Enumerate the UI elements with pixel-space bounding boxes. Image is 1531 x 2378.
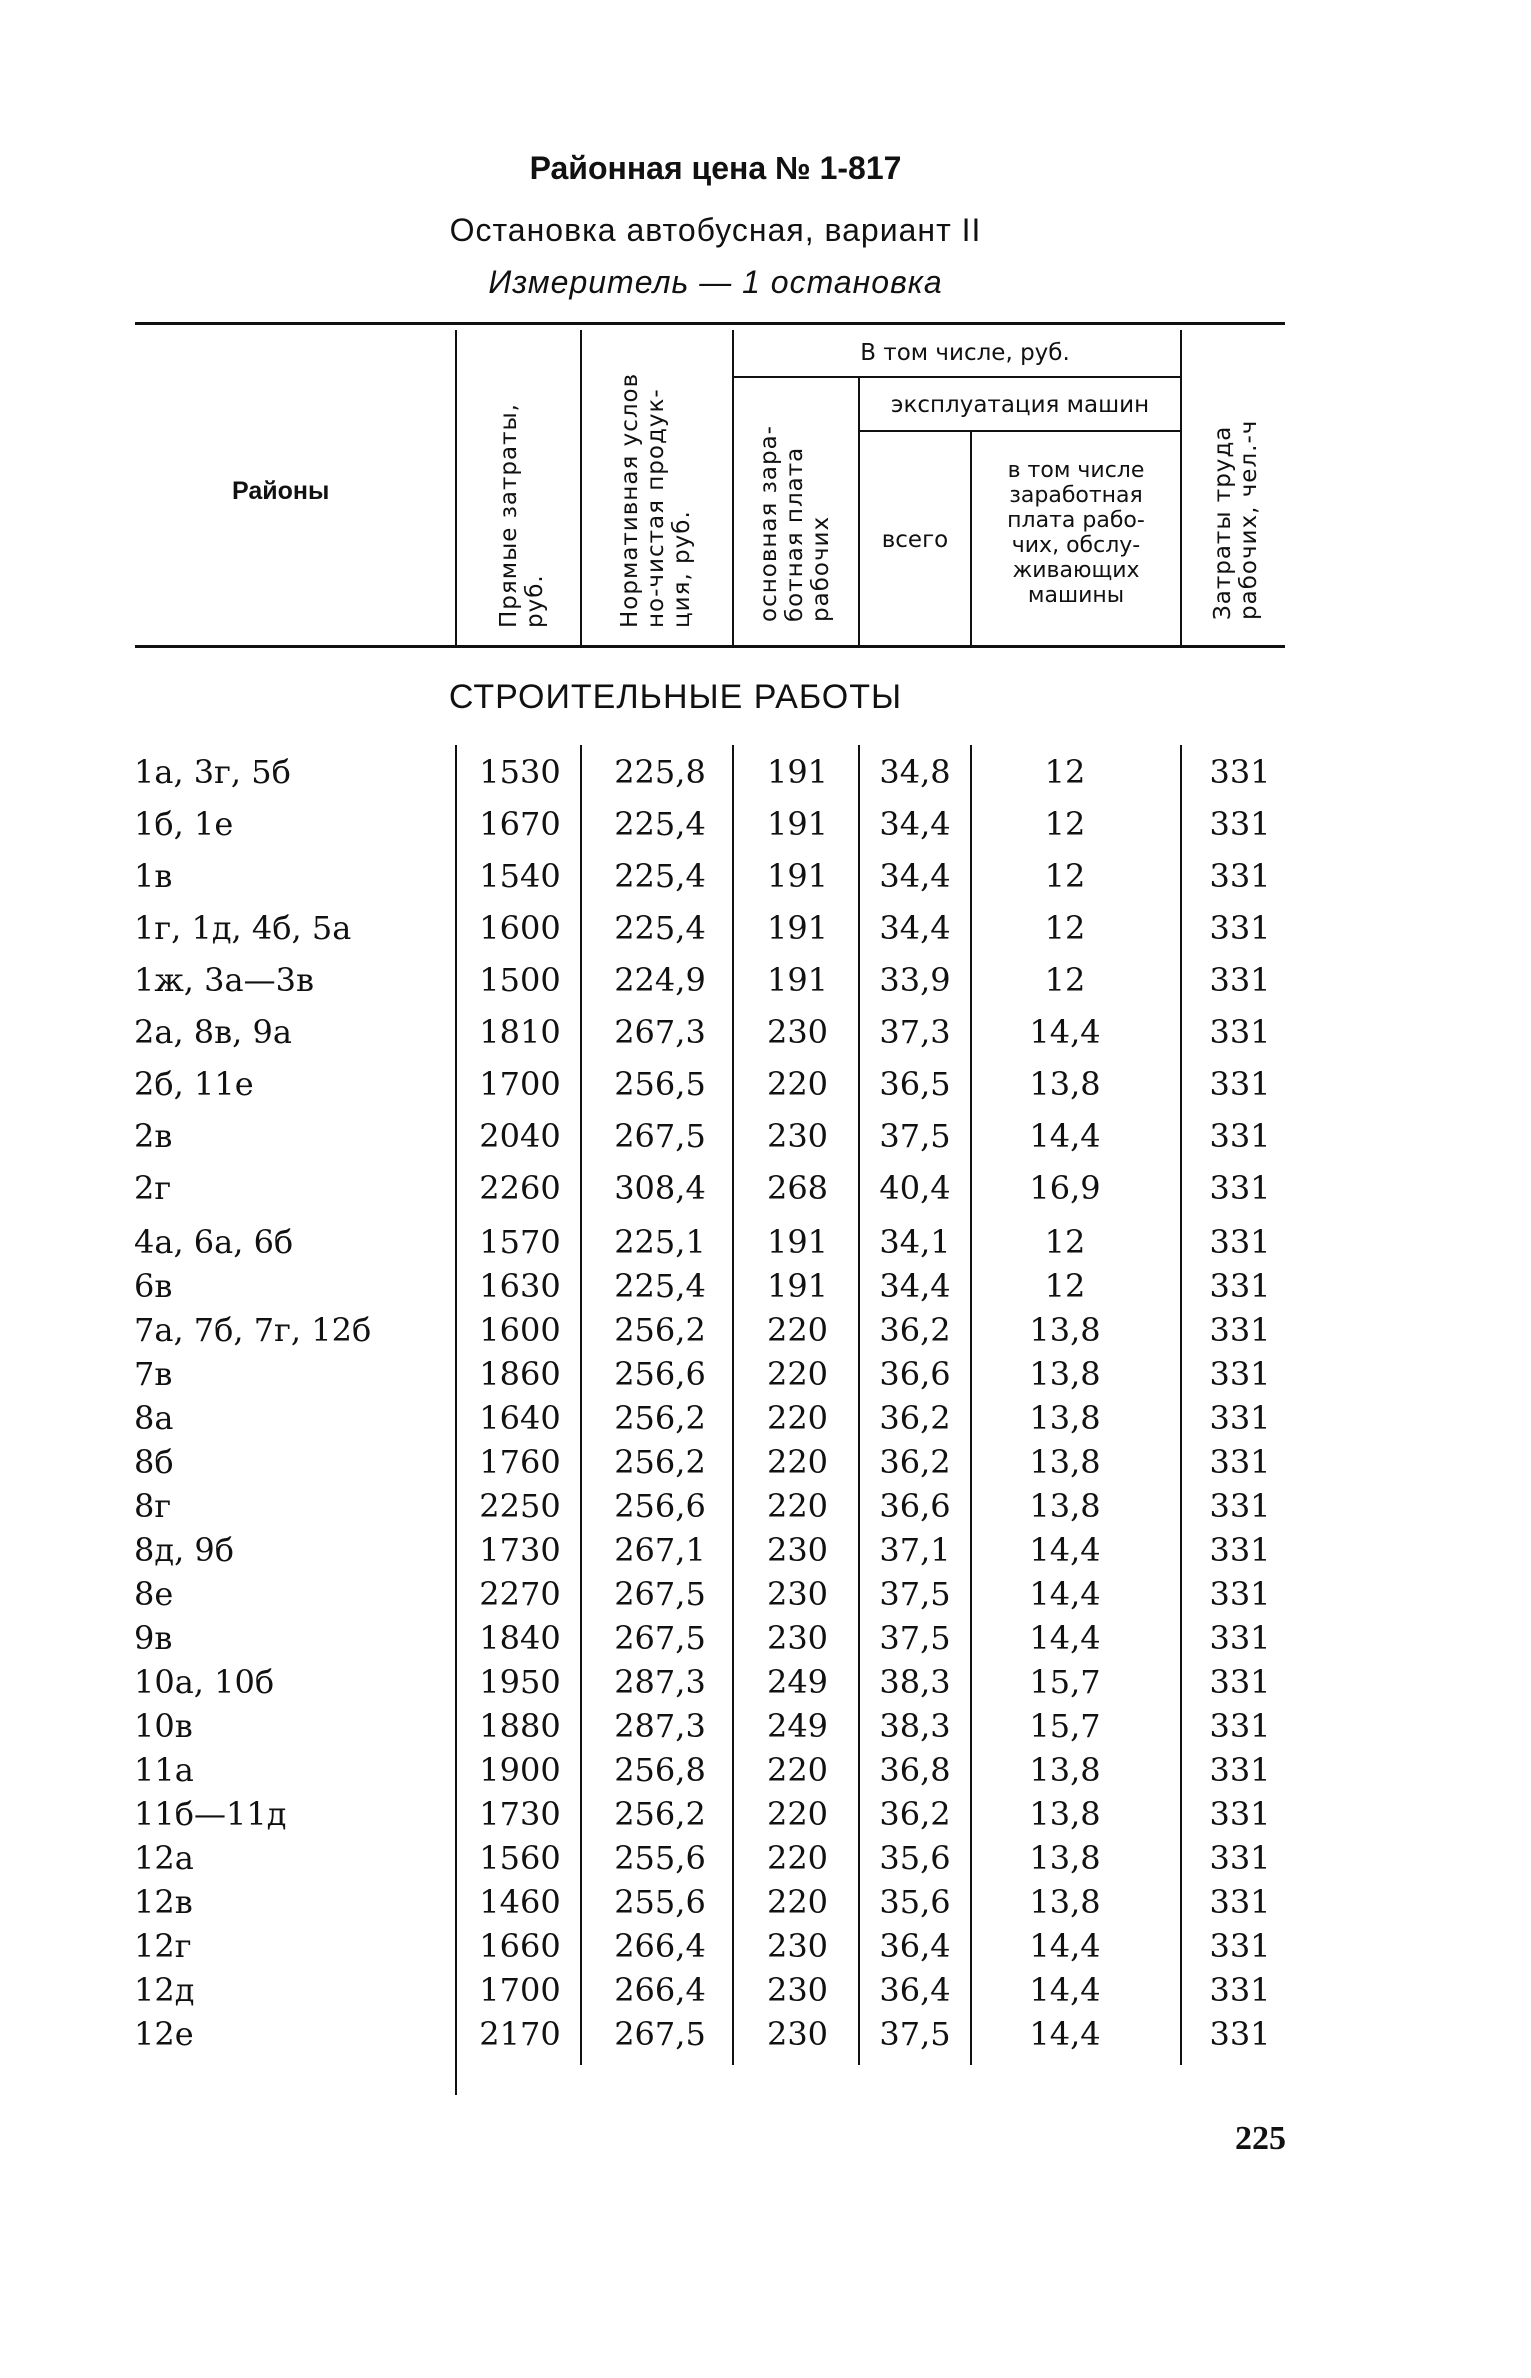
machine-total-cell: 36,6 (879, 1487, 951, 1525)
direct-costs-cell: 1900 (479, 1751, 561, 1789)
base-wage-cell: 220 (766, 1311, 829, 1349)
normative-cell: 256,6 (614, 1487, 706, 1525)
base-wage-cell: 220 (766, 1883, 829, 1921)
direct-costs-cell: 1730 (479, 1795, 561, 1833)
base-wage-cell: 230 (766, 1927, 829, 1965)
normative-cell: 255,6 (614, 1883, 706, 1921)
base-wage-cell: 191 (766, 753, 829, 791)
measure-unit: Измеритель — 1 остановка (488, 264, 943, 300)
machine-wage-cell: 13,8 (1029, 1883, 1101, 1921)
region-cell: 10в (134, 1707, 193, 1745)
labor-cell: 331 (1209, 805, 1271, 843)
base-wage-cell: 220 (766, 1751, 829, 1789)
region-cell: 8д, 9б (134, 1531, 235, 1569)
machine-total-cell: 36,2 (879, 1443, 951, 1481)
normative-cell: 225,4 (614, 909, 706, 947)
labor-cell: 331 (1209, 1575, 1271, 1613)
machine-wage-cell: 16,9 (1029, 1169, 1101, 1207)
labor-cell: 331 (1209, 1399, 1271, 1437)
machine-total-cell: 34,4 (879, 1267, 951, 1305)
section-title: СТРОИТЕЛЬНЫЕ РАБОТЫ (448, 678, 903, 716)
normative-cell: 266,4 (614, 1927, 706, 1965)
base-wage-cell: 191 (766, 909, 829, 947)
region-cell: 1ж, 3а—3в (134, 961, 314, 999)
header-including: В том числе, руб. (860, 340, 1070, 366)
region-cell: 2а, 8в, 9а (134, 1013, 292, 1051)
machine-total-cell: 36,5 (879, 1065, 951, 1103)
region-cell: 4а, 6а, 6б (134, 1223, 294, 1261)
region-cell: 12е (134, 2015, 194, 2053)
base-wage-cell: 230 (766, 1117, 829, 1155)
normative-cell: 256,2 (614, 1795, 706, 1833)
direct-costs-cell: 1880 (479, 1707, 561, 1745)
normative-cell: 267,1 (614, 1531, 706, 1569)
region-cell: 8е (134, 1575, 174, 1613)
direct-costs-cell: 1530 (479, 753, 561, 791)
normative-cell: 267,5 (614, 1619, 706, 1657)
machine-wage-cell: 14,4 (1029, 1927, 1101, 1965)
machine-wage-cell: 14,4 (1029, 1013, 1101, 1051)
table-row (0, 1530, 1531, 1570)
labor-cell: 331 (1209, 1751, 1271, 1789)
region-cell: 8г (134, 1487, 172, 1525)
labor-cell: 331 (1209, 1927, 1271, 1965)
base-wage-cell: 249 (766, 1707, 829, 1745)
machine-total-cell: 35,6 (879, 1883, 951, 1921)
machine-total-cell: 38,3 (879, 1663, 951, 1701)
region-cell: 11а (134, 1751, 194, 1789)
region-cell: 6в (134, 1267, 173, 1305)
labor-cell: 331 (1209, 961, 1271, 999)
direct-costs-cell: 1540 (479, 857, 561, 895)
table-row (0, 960, 1531, 1000)
table-row (0, 856, 1531, 896)
region-cell: 1б, 1е (134, 805, 234, 843)
region-cell: 2г (134, 1169, 172, 1207)
labor-cell: 331 (1209, 1065, 1271, 1103)
table-row (0, 1662, 1531, 1702)
normative-cell: 225,4 (614, 805, 706, 843)
base-wage-cell: 191 (766, 1267, 829, 1305)
base-wage-cell: 230 (766, 1619, 829, 1657)
table-row (0, 1926, 1531, 1966)
header-labor: Затраты труда рабочих, чел.-ч (1210, 419, 1262, 620)
machine-wage-cell: 13,8 (1029, 1399, 1101, 1437)
labor-cell: 331 (1209, 1663, 1271, 1701)
direct-costs-cell: 1560 (479, 1839, 561, 1877)
machine-wage-cell: 12 (1044, 1267, 1086, 1305)
machine-total-cell: 34,8 (879, 753, 951, 791)
normative-cell: 225,1 (614, 1223, 706, 1261)
machine-wage-cell: 13,8 (1029, 1487, 1101, 1525)
table-row (0, 1750, 1531, 1790)
base-wage-cell: 230 (766, 1575, 829, 1613)
normative-cell: 308,4 (614, 1169, 706, 1207)
region-cell: 12в (134, 1883, 193, 1921)
direct-costs-cell: 1950 (479, 1663, 561, 1701)
base-wage-cell: 191 (766, 961, 829, 999)
machine-wage-cell: 13,8 (1029, 1795, 1101, 1833)
direct-costs-cell: 1660 (479, 1927, 561, 1965)
table-row (0, 1354, 1531, 1394)
labor-cell: 331 (1209, 1117, 1271, 1155)
table-row (0, 1266, 1531, 1306)
base-wage-cell: 191 (766, 805, 829, 843)
normative-cell: 256,2 (614, 1443, 706, 1481)
base-wage-cell: 230 (766, 1531, 829, 1569)
page-subtitle: Остановка автобусная, вариант II (449, 212, 982, 248)
header-machine-operation: эксплуатация машин (890, 392, 1150, 418)
region-cell: 8а (134, 1399, 174, 1437)
direct-costs-cell: 2270 (479, 1575, 561, 1613)
table-row (0, 1012, 1531, 1052)
direct-costs-cell: 1600 (479, 1311, 561, 1349)
table-row (0, 1116, 1531, 1156)
machine-total-cell: 33,9 (879, 961, 951, 999)
labor-cell: 331 (1209, 1707, 1271, 1745)
direct-costs-cell: 1670 (479, 805, 561, 843)
normative-cell: 256,2 (614, 1399, 706, 1437)
table-row (0, 1168, 1531, 1208)
labor-cell: 331 (1209, 857, 1271, 895)
machine-total-cell: 36,2 (879, 1795, 951, 1833)
normative-cell: 266,4 (614, 1971, 706, 2009)
region-cell: 8б (134, 1443, 174, 1481)
labor-cell: 331 (1209, 1013, 1271, 1051)
table-row (0, 1442, 1531, 1482)
labor-cell: 331 (1209, 1267, 1271, 1305)
region-cell: 10а, 10б (134, 1663, 275, 1701)
direct-costs-cell: 1640 (479, 1399, 561, 1437)
region-cell: 12д (134, 1971, 195, 2009)
normative-cell: 256,5 (614, 1065, 706, 1103)
base-wage-cell: 220 (766, 1443, 829, 1481)
normative-cell: 267,5 (614, 1117, 706, 1155)
machine-wage-cell: 14,4 (1029, 1117, 1101, 1155)
region-cell: 1а, 3г, 5б (134, 753, 291, 791)
header-divider (858, 378, 860, 645)
machine-wage-cell: 15,7 (1029, 1663, 1101, 1701)
base-wage-cell: 220 (766, 1487, 829, 1525)
machine-total-cell: 36,8 (879, 1751, 951, 1789)
region-cell: 1в (134, 857, 173, 895)
table-row (0, 908, 1531, 948)
machine-wage-cell: 13,8 (1029, 1839, 1101, 1877)
table-row (0, 1574, 1531, 1614)
base-wage-cell: 230 (766, 1971, 829, 2009)
direct-costs-cell: 1700 (479, 1065, 561, 1103)
machine-total-cell: 40,4 (879, 1169, 951, 1207)
direct-costs-cell: 1760 (479, 1443, 561, 1481)
direct-costs-cell: 1630 (479, 1267, 561, 1305)
machine-wage-cell: 13,8 (1029, 1355, 1101, 1393)
machine-wage-cell: 13,8 (1029, 1311, 1101, 1349)
machine-total-cell: 34,4 (879, 805, 951, 843)
region-cell: 2в (134, 1117, 173, 1155)
machine-total-cell: 34,4 (879, 909, 951, 947)
header-base-wage: основная зара- ботная плата рабочих (756, 425, 834, 622)
normative-cell: 256,8 (614, 1751, 706, 1789)
machine-total-cell: 35,6 (879, 1839, 951, 1877)
region-cell: 1г, 1д, 4б, 5а (134, 909, 352, 947)
machine-wage-cell: 12 (1044, 909, 1086, 947)
machine-total-cell: 34,4 (879, 857, 951, 895)
machine-wage-cell: 12 (1044, 805, 1086, 843)
base-wage-cell: 191 (766, 1223, 829, 1261)
labor-cell: 331 (1209, 1971, 1271, 2009)
machine-wage-cell: 13,8 (1029, 1443, 1101, 1481)
base-wage-cell: 220 (766, 1065, 829, 1103)
machine-wage-cell: 12 (1044, 753, 1086, 791)
normative-cell: 267,5 (614, 2015, 706, 2053)
machine-total-cell: 37,1 (879, 1531, 951, 1569)
normative-cell: 267,3 (614, 1013, 706, 1051)
direct-costs-cell: 1460 (479, 1883, 561, 1921)
base-wage-cell: 249 (766, 1663, 829, 1701)
direct-costs-cell: 1570 (479, 1223, 561, 1261)
machine-wage-cell: 13,8 (1029, 1065, 1101, 1103)
header-regions: Районы (232, 477, 330, 505)
normative-cell: 256,2 (614, 1311, 706, 1349)
labor-cell: 331 (1209, 1443, 1271, 1481)
table-row (0, 752, 1531, 792)
machine-wage-cell: 12 (1044, 1223, 1086, 1261)
table-row (0, 1222, 1531, 1262)
base-wage-cell: 268 (766, 1169, 829, 1207)
table-row (0, 1064, 1531, 1104)
normative-cell: 225,8 (614, 753, 706, 791)
machine-total-cell: 37,5 (879, 1619, 951, 1657)
region-cell: 12а (134, 1839, 194, 1877)
direct-costs-cell: 2170 (479, 2015, 561, 2053)
labor-cell: 331 (1209, 1531, 1271, 1569)
table-row (0, 1970, 1531, 2010)
normative-cell: 225,4 (614, 1267, 706, 1305)
table-row (0, 804, 1531, 844)
labor-cell: 331 (1209, 2015, 1271, 2053)
header-subrule (732, 376, 1182, 378)
machine-total-cell: 36,2 (879, 1311, 951, 1349)
machine-wage-cell: 14,4 (1029, 1619, 1101, 1657)
labor-cell: 331 (1209, 1311, 1271, 1349)
table-row (0, 1882, 1531, 1922)
table-row (0, 1618, 1531, 1658)
base-wage-cell: 220 (766, 1795, 829, 1833)
region-cell: 9в (134, 1619, 173, 1657)
normative-cell: 267,5 (614, 1575, 706, 1613)
region-cell: 7в (134, 1355, 173, 1393)
direct-costs-cell: 1730 (479, 1531, 561, 1569)
machine-wage-cell: 15,7 (1029, 1707, 1101, 1745)
labor-cell: 331 (1209, 909, 1271, 947)
labor-cell: 331 (1209, 1795, 1271, 1833)
machine-total-cell: 34,1 (879, 1223, 951, 1261)
direct-costs-cell: 1860 (479, 1355, 561, 1393)
table-row (0, 1310, 1531, 1350)
machine-wage-cell: 14,4 (1029, 1575, 1101, 1613)
machine-wage-cell: 14,4 (1029, 1971, 1101, 2009)
normative-cell: 256,6 (614, 1355, 706, 1393)
direct-costs-cell: 1500 (479, 961, 561, 999)
header-subrule (858, 430, 1180, 432)
machine-wage-cell: 12 (1044, 961, 1086, 999)
table-row (0, 1486, 1531, 1526)
labor-cell: 331 (1209, 1619, 1271, 1657)
table-row (0, 1794, 1531, 1834)
direct-costs-cell: 2250 (479, 1487, 561, 1525)
machine-wage-cell: 14,4 (1029, 1531, 1101, 1569)
normative-cell: 225,4 (614, 857, 706, 895)
machine-total-cell: 37,5 (879, 1575, 951, 1613)
labor-cell: 331 (1209, 1355, 1271, 1393)
direct-costs-cell: 1700 (479, 1971, 561, 2009)
normative-cell: 255,6 (614, 1839, 706, 1877)
machine-total-cell: 38,3 (879, 1707, 951, 1745)
normative-cell: 287,3 (614, 1663, 706, 1701)
normative-cell: 287,3 (614, 1707, 706, 1745)
table-row (0, 1838, 1531, 1878)
direct-costs-cell: 2040 (479, 1117, 561, 1155)
machine-wage-cell: 13,8 (1029, 1751, 1101, 1789)
header-divider (455, 330, 457, 645)
base-wage-cell: 220 (766, 1399, 829, 1437)
header-including-wage: в том числе заработная плата рабо- чих, обслу- живающих машины (1007, 458, 1145, 608)
region-cell: 12г (134, 1927, 192, 1965)
normative-cell: 224,9 (614, 961, 706, 999)
labor-cell: 331 (1209, 753, 1271, 791)
labor-cell: 331 (1209, 1169, 1271, 1207)
direct-costs-cell: 1600 (479, 909, 561, 947)
machine-total-cell: 37,5 (879, 1117, 951, 1155)
table-row (0, 1398, 1531, 1438)
header-divider (580, 330, 582, 645)
direct-costs-cell: 1840 (479, 1619, 561, 1657)
machine-total-cell: 36,4 (879, 1927, 951, 1965)
base-wage-cell: 220 (766, 1355, 829, 1393)
machine-wage-cell: 14,4 (1029, 2015, 1101, 2053)
table-row (0, 2014, 1531, 2054)
machine-total-cell: 36,4 (879, 1971, 951, 2009)
header-direct-costs: Прямые затраты, руб. (496, 403, 548, 628)
region-cell: 2б, 11е (134, 1065, 254, 1103)
labor-cell: 331 (1209, 1223, 1271, 1261)
region-cell: 11б—11д (134, 1795, 287, 1833)
direct-costs-cell: 2260 (479, 1169, 561, 1207)
region-cell: 7а, 7б, 7г, 12б (134, 1311, 372, 1349)
machine-total-cell: 37,3 (879, 1013, 951, 1051)
header-total: всего (881, 527, 949, 553)
page-title: Районная цена № 1-817 (529, 150, 902, 186)
labor-cell: 331 (1209, 1487, 1271, 1525)
base-wage-cell: 220 (766, 1839, 829, 1877)
table-row (0, 1706, 1531, 1746)
labor-cell: 331 (1209, 1883, 1271, 1921)
base-wage-cell: 191 (766, 857, 829, 895)
base-wage-cell: 230 (766, 1013, 829, 1051)
machine-total-cell: 36,2 (879, 1399, 951, 1437)
base-wage-cell: 230 (766, 2015, 829, 2053)
table-top-rule (135, 322, 1285, 325)
page-number: 225 (1235, 2120, 1286, 2157)
machine-total-cell: 37,5 (879, 2015, 951, 2053)
header-normative: Нормативная услов но-чистая продук- ция, руб. (617, 372, 695, 628)
table-header-bottom-rule (135, 645, 1285, 648)
labor-cell: 331 (1209, 1839, 1271, 1877)
machine-total-cell: 36,6 (879, 1355, 951, 1393)
direct-costs-cell: 1810 (479, 1013, 561, 1051)
machine-wage-cell: 12 (1044, 857, 1086, 895)
